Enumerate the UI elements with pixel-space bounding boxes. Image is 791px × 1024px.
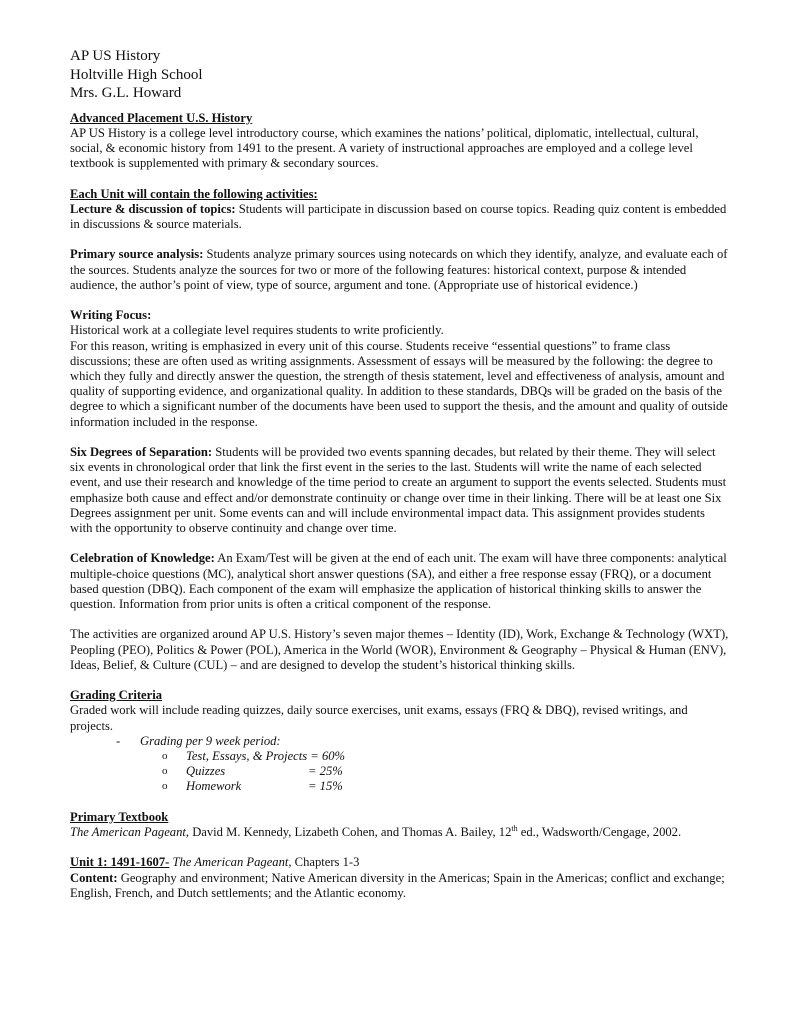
celebration-paragraph: [70, 551, 730, 612]
writing-focus-text: For this reason, writing is emphasized in every unit of this course. Students receive “essential questions” to frame class discussions; these are often used as writing assignments. Assessment of essays will be measured by the following: the degree to which they fully and directly answer the question, the strength of thesis statement, level and effectiveness of analysis, amount and quality of supporting evidence, and organizational quality. In addition to these standards, DBQs will be graded on the basis of the degree to which a significant number of the documents have been used to support the thesis, and the amount and quality of outside information included in the response.: [70, 338, 728, 429]
teacher-name: Mrs. G.L. Howard: [70, 85, 182, 101]
writing-focus-line1: Historical work at a collegiate level requires students to write proficiently.: [70, 323, 444, 338]
unit1-book: The American Pageant,: [169, 855, 292, 870]
lecture-paragraph: [70, 202, 730, 232]
primary-source-text: Students analyze primary sources using notecards on which they identify, analyze, and evaluate each of the sources. Students analyze the sources for two or more of the following features: historical context, purpose & intended audience, the author’s point of view, type of source, argument and tone. (Appropriate use of historical evidence.): [70, 247, 728, 292]
grading-section: [70, 688, 730, 794]
school-name: Holtville High School: [70, 66, 203, 83]
intro-section: [70, 111, 730, 172]
unit1-heading: Unit 1: 1491-1607-: [70, 855, 170, 870]
textbook-edition-sup: th: [511, 823, 518, 833]
unit1-content-text: Geography and environment; Native American diversity in the Americas; Spain in the Americas; conflict and exchange; English, French, and Dutch settlements; and the Atlantic economy.: [70, 870, 725, 900]
grading-item-label: Quizzes: [186, 764, 226, 779]
celebration-label: Celebration of Knowledge:: [70, 551, 215, 566]
celebration-text: An Exam/Test will be given at the end of each unit. The exam will have three components: analytical multiple-choice questions (MC), analytical short answer questions (SA), and either a free response essay (FRQ), or a document based question (DBQ). Each component of the exam will emphasize the application of historical thinking skills to answer the question. Information from prior units is often a critical component of the response.: [70, 551, 727, 611]
six-degrees-text: Students will be provided two events spanning decades, but related by their theme. They will select six events in chronological order that link the first event in the series to the last. Students will write the name of each selected event, and use their research and knowledge of the time period to create an argument to support the events selected. Students must emphasize both cause and effect and/or demonstrate continuity or change over time in their linking. There will be at least one Six Degrees assignment per unit. Some events can and will include environmental impact data. This assignment provides students with the opportunity to observe continuity and change over time.: [70, 444, 727, 535]
textbook-citation: [70, 825, 730, 840]
six-degrees-paragraph: [70, 445, 730, 536]
grading-item-label: Test, Essays, & Projects = 60%: [186, 748, 346, 763]
textbook-title: The American Pageant,: [70, 824, 190, 839]
grading-item: [70, 749, 730, 764]
writing-focus-label: Writing Focus:: [70, 308, 152, 323]
six-degrees-label: Six Degrees of Separation:: [70, 444, 213, 459]
textbook-section: [70, 810, 730, 840]
grading-item-value: = 15%: [308, 779, 343, 794]
grading-text: Graded work will include reading quizzes, daily source exercises, unit exams, essays (FRQ & DBQ), revised writings, and projects.: [70, 703, 688, 733]
course-name: AP US History: [70, 48, 161, 64]
unit1-chapters: Chapters 1-3: [291, 855, 360, 870]
unit1-content: [70, 871, 730, 901]
primary-source-paragraph: [70, 247, 730, 293]
activities-section: [70, 187, 730, 673]
grading-item: [70, 779, 730, 794]
textbook-authors: David M. Kennedy, Lizabeth Cohen, and Thomas A. Bailey, 12: [189, 824, 512, 839]
lecture-label: Lecture & discussion of topics:: [70, 201, 236, 216]
grading-item-value: = 25%: [308, 764, 343, 779]
grading-heading: Grading Criteria: [70, 688, 162, 703]
document-header: [70, 47, 730, 103]
unit1-content-label: Content:: [70, 870, 118, 885]
grading-item: [70, 764, 730, 779]
themes-paragraph: The activities are organized around AP U.S. History’s seven major themes – Identity (ID), Work, Exchange & Technology (WXT), Peopling (PEO), Politics & Power (POL), America in the World (WOR), Environment & Geography – Physical & Human (ENV), Ideas, Belief, & Culture (CUL) – and are designed to develop the student’s historical thinking skills.: [70, 627, 729, 672]
grading-period-label: - Grading per 9 week period:: [70, 734, 730, 749]
unit1-section: [70, 855, 730, 901]
intro-heading: Advanced Placement U.S. History: [70, 110, 253, 125]
activities-heading: Each Unit will contain the following activities:: [70, 186, 318, 201]
textbook-publisher: ed., Wadsworth/Cengage, 2002.: [517, 824, 682, 839]
grading-list: [70, 734, 730, 795]
intro-text: AP US History is a college level introductory course, which examines the nations’ political, diplomatic, intellectual, cultural, social, & economic history from 1491 to the present. A variety of instructional approaches are employed and a college level textbook is supplemented with primary & secondary sources.: [70, 125, 699, 171]
textbook-heading: Primary Textbook: [70, 809, 169, 824]
primary-source-label: Primary source analysis:: [70, 247, 204, 262]
document-page: [70, 47, 730, 901]
lecture-text: Students will participate in discussion based on course topics. Reading quiz content is embedded in discussions & source materials.: [70, 201, 727, 231]
unit1-heading-line: [70, 855, 730, 870]
grading-item-label: Homework: [186, 779, 242, 794]
